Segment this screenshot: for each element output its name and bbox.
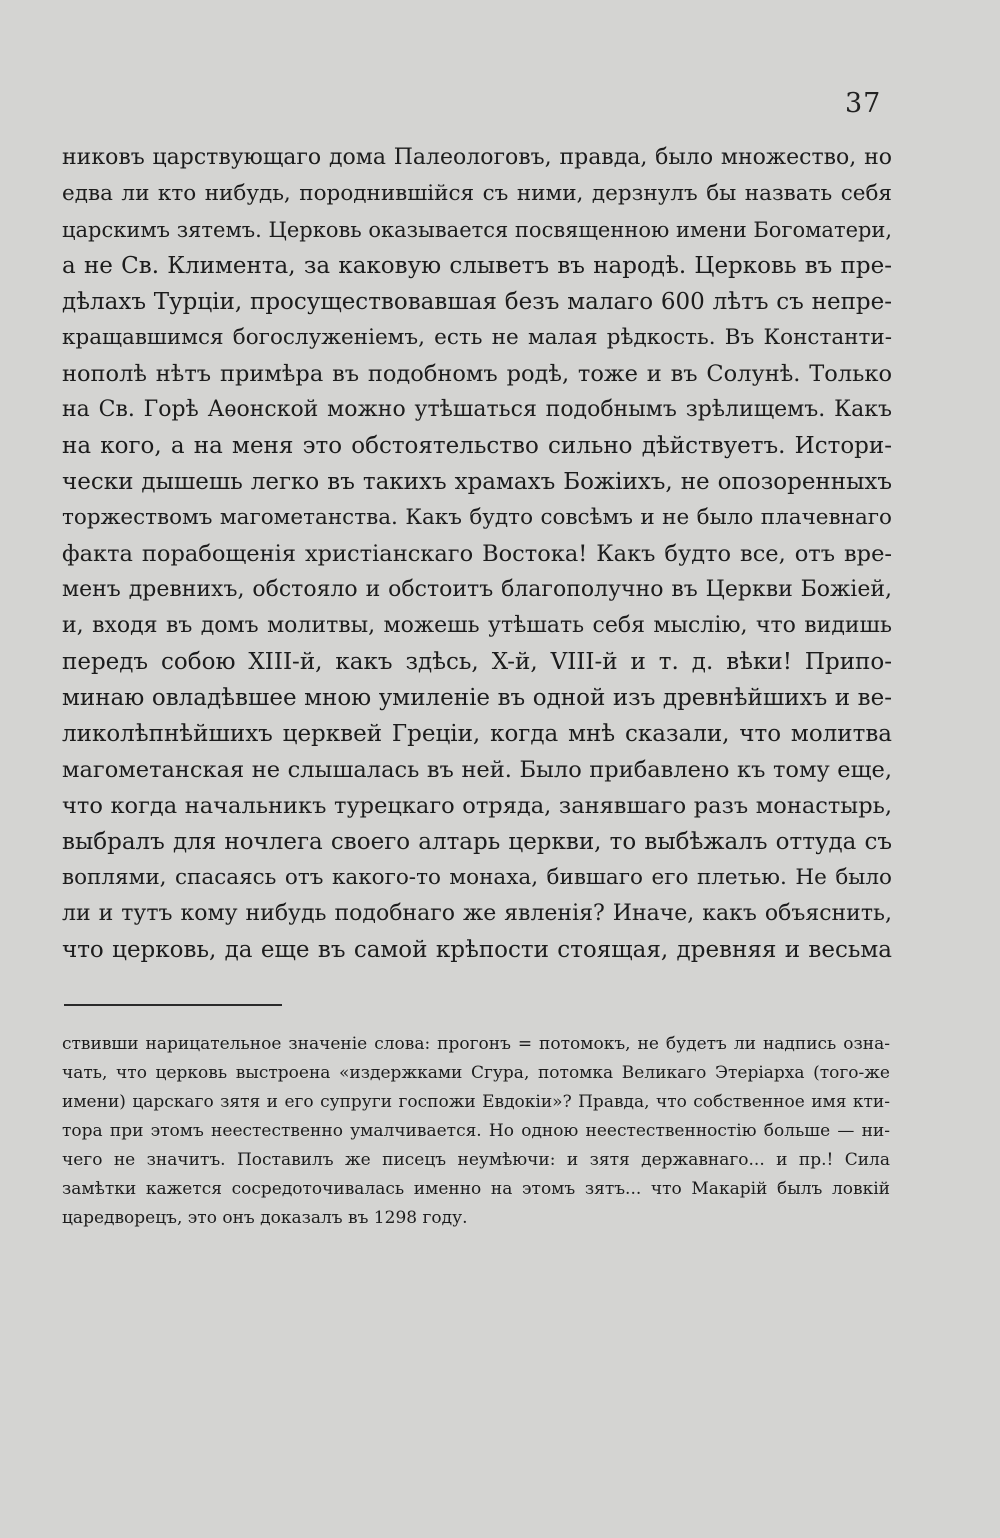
text-line: дѣлахъ Турціи, просуществовавшая безъ малаго 600 лѣтъ съ непре- xyxy=(62,289,892,315)
text-line: воплями, спасаясь отъ какого-то монаха, бившаго его плетью. Не было xyxy=(62,865,892,890)
text-line: нополѣ нѣтъ примѣра въ подобномъ родѣ, тоже и въ Солунѣ. Только xyxy=(62,361,892,387)
text-line: ликолѣпнѣйшихъ церквей Греціи, когда мнѣ сказали, что молитва xyxy=(62,721,892,747)
footnote-line: царедворецъ, это онъ доказалъ въ 1298 году. xyxy=(62,1208,468,1228)
footnote-line: ствивши нарицательное значеніе слова: прогонъ = потомокъ, не будетъ ли надпись озна- xyxy=(62,1034,890,1054)
page-number: 37 xyxy=(845,88,882,119)
text-line: выбралъ для ночлега своего алтарь церкви, то выбѣжалъ оттуда съ xyxy=(62,829,892,855)
footnote-line: чать, что церковь выстроена «издержками Сгура, потомка Великаго Этеріарха (того-же xyxy=(62,1063,890,1083)
text-line: магометанская не слышалась въ ней. Было прибавлено къ тому еще, xyxy=(62,757,892,783)
footnote-line: чего не значитъ. Поставилъ же писецъ неумѣючи: и зятя державнаго... и пр.! Сила xyxy=(62,1150,890,1170)
footnote xyxy=(62,1030,890,1233)
text-line: царскимъ зятемъ. Церковь оказывается посвященною имени Богоматери, xyxy=(62,218,892,242)
text-line: минаю овладѣвшее мною умиленіе въ одной изъ древнѣйшихъ и ве- xyxy=(62,685,892,711)
text-line: кращавшимся богослуженіемъ, есть не малая рѣдкость. Въ Константи- xyxy=(62,325,892,350)
text-line: чески дышешь легко въ такихъ храмахъ Божіихъ, не опозоренныхъ xyxy=(62,469,892,495)
text-line: и, входя въ домъ молитвы, можешь утѣшать себя мыслію, что видишь xyxy=(62,613,892,638)
text-line: что церковь, да еще въ самой крѣпости стоящая, древняя и весьма xyxy=(62,937,892,963)
text-line: ли и тутъ кому нибудь подобнаго же явленія? Иначе, какъ объяснить, xyxy=(62,901,892,926)
footnote-line: имени) царскаго зятя и его супруги госпожи Евдокіи»? Правда, что собственное имя кти- xyxy=(62,1092,890,1112)
text-line: никовъ царствующаго дома Палеологовъ, правда, было множество, но xyxy=(62,145,892,170)
text-line: что когда начальникъ турецкаго отряда, занявшаго разъ монастырь, xyxy=(62,793,892,819)
text-line: едва ли кто нибудь, породнившійся съ ними, дерзнулъ бы назвать себя xyxy=(62,181,892,206)
text-line: на кого, а на меня это обстоятельство сильно дѣйствуетъ. Истори- xyxy=(62,433,892,459)
text-line: торжествомъ магометанства. Какъ будто совсѣмъ и не было плачевнаго xyxy=(62,505,892,530)
text-line: на Св. Горѣ Аѳонской можно утѣшаться подобнымъ зрѣлищемъ. Какъ xyxy=(62,397,892,422)
text-line: факта порабощенія христіанскаго Востока! Какъ будто все, отъ вре- xyxy=(62,541,892,567)
text-line: передъ собою XIII-й, какъ здѣсь, X-й, VIII-й и т. д. вѣки! Припо- xyxy=(62,649,892,675)
text-line: а не Св. Климента, за каковую слыветъ въ народѣ. Церковь въ пре- xyxy=(62,253,892,279)
footnote-line: тора при этомъ неестественно умалчивается. Но одною неестественностію больше — ни- xyxy=(62,1121,890,1141)
text-line: менъ древнихъ, обстояло и обстоитъ благополучно въ Церкви Божіей, xyxy=(62,577,892,602)
footnote-line: замѣтки кажется сосредоточивалась именно на этомъ зятъ... что Макарій былъ ловкій xyxy=(62,1179,890,1199)
main-body-text xyxy=(62,140,892,968)
footnote-divider xyxy=(64,1004,282,1006)
